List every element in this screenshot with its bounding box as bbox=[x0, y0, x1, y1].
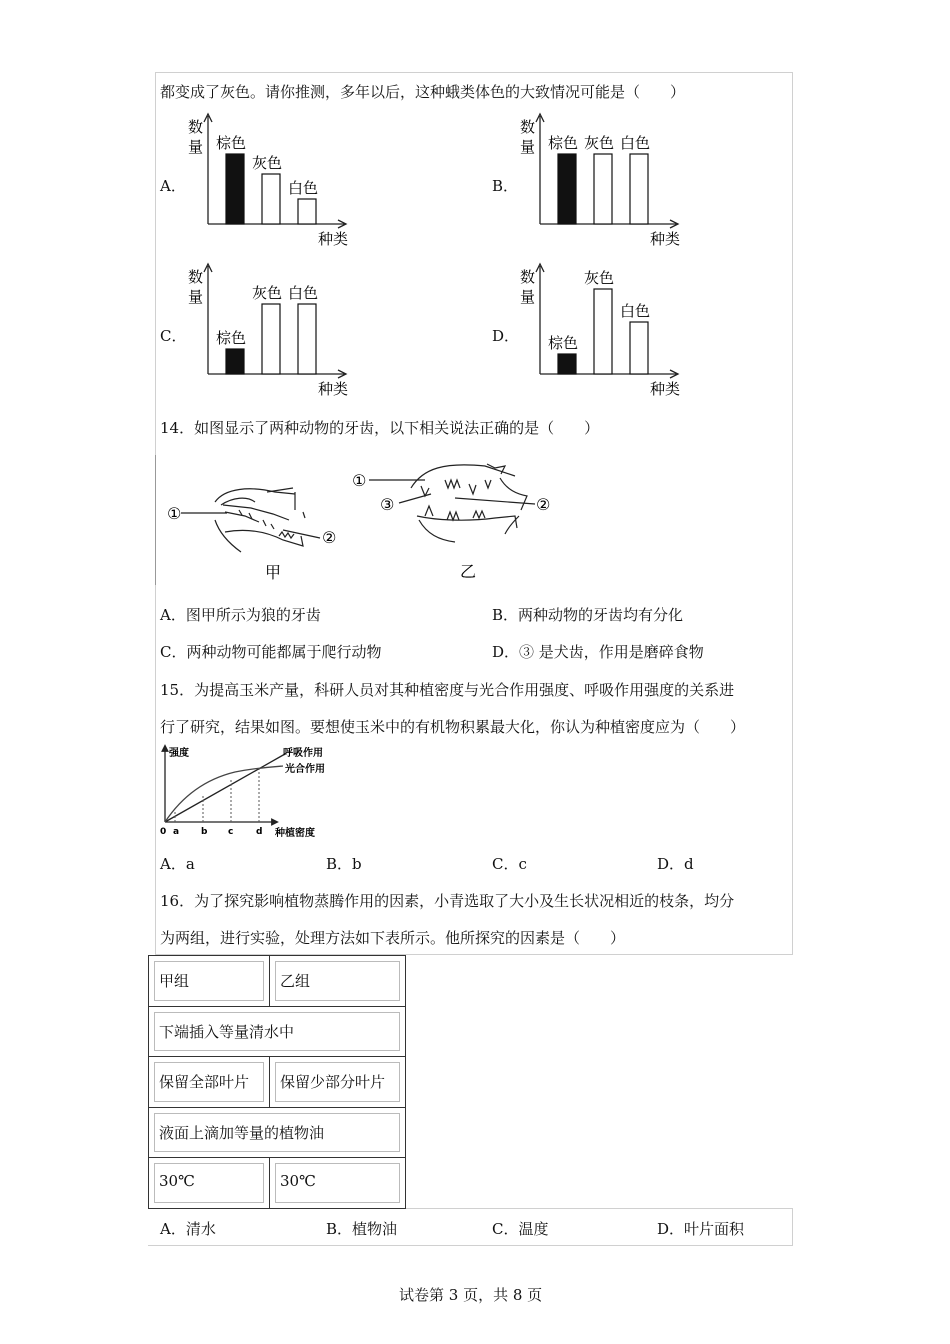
question-15-stem-line2: 行了研究，结果如图。要想使玉米中的有机物积累最大化，你认为种植密度应为（ ） bbox=[160, 718, 746, 736]
header-group-jia: 甲组 bbox=[154, 961, 264, 1001]
question-16-stem-line1: 16．为了探究影响植物蒸腾作用的因素，小青选取了大小及生长状况相近的枝条，均分 bbox=[160, 892, 735, 910]
x-axis-label: 种植密度 bbox=[275, 828, 315, 839]
bar-label: 灰色 bbox=[252, 284, 283, 302]
x-axis-label: 种类 bbox=[318, 380, 349, 398]
bar-label: 棕色 bbox=[548, 334, 579, 352]
row-water: 下端插入等量清水中 bbox=[154, 1012, 400, 1051]
y-axis-label-top: 数 bbox=[188, 118, 204, 136]
tick-c: c bbox=[228, 827, 234, 837]
series-label-photosynthesis: 光合作用 bbox=[285, 764, 325, 775]
question-16-stem-line2: 为两组，进行实验，处理方法如下表所示。他所探究的因素是（ ） bbox=[160, 929, 626, 947]
bar-label: 棕色 bbox=[216, 329, 247, 347]
row-leaves-yi: 保留少部分叶片 bbox=[275, 1062, 400, 1102]
q13-bar-chart-c bbox=[180, 260, 360, 398]
bar-灰色 bbox=[594, 154, 612, 224]
page-footer: 试卷第 3 页，共 8 页 bbox=[399, 1286, 543, 1304]
y-axis-label: 强度 bbox=[169, 748, 189, 759]
q15-option-a[interactable]: A．a bbox=[160, 855, 195, 873]
bar-白色 bbox=[298, 304, 316, 374]
y-axis-label-bottom: 量 bbox=[520, 288, 536, 306]
bar-label: 灰色 bbox=[584, 134, 615, 152]
bar-label: 棕色 bbox=[216, 134, 247, 152]
table-cell bbox=[148, 1056, 270, 1108]
x-axis-label: 种类 bbox=[650, 380, 681, 398]
bar-label: 灰色 bbox=[252, 154, 283, 172]
marker-2-yi: ② bbox=[536, 495, 551, 514]
q13-option-a[interactable]: A． bbox=[160, 177, 186, 195]
q14-option-a[interactable]: A．图甲所示为狼的牙齿 bbox=[160, 606, 321, 624]
bar-灰色 bbox=[262, 174, 280, 224]
bar-label: 白色 bbox=[288, 284, 319, 302]
x-axis-label: 种类 bbox=[318, 230, 349, 248]
q13-option-d[interactable]: D． bbox=[492, 327, 520, 345]
q13-bar-chart-d bbox=[512, 260, 692, 398]
bar-棕色 bbox=[558, 154, 576, 224]
q14-option-c[interactable]: C．两种动物可能都属于爬行动物 bbox=[160, 643, 382, 661]
q16-option-d[interactable]: D．叶片面积 bbox=[657, 1220, 745, 1238]
x-axis-label: 种类 bbox=[650, 230, 681, 248]
photosynthesis-curve bbox=[165, 766, 283, 822]
row-temp-jia: 30℃ bbox=[154, 1163, 264, 1203]
table-cell bbox=[148, 955, 270, 1007]
y-axis-label-bottom: 量 bbox=[188, 288, 204, 306]
tick-b: b bbox=[201, 827, 208, 837]
row-oil: 液面上滴加等量的植物油 bbox=[154, 1113, 400, 1152]
respiration-line bbox=[165, 754, 285, 822]
tick-a: a bbox=[173, 827, 180, 837]
bar-白色 bbox=[630, 154, 648, 224]
q15-option-b[interactable]: B．b bbox=[326, 855, 362, 873]
q16-option-b[interactable]: B．植物油 bbox=[326, 1220, 398, 1238]
q13-option-c[interactable]: C． bbox=[160, 327, 187, 345]
bar-白色 bbox=[630, 322, 648, 374]
bar-灰色 bbox=[594, 289, 612, 374]
y-axis-label-top: 数 bbox=[188, 268, 204, 286]
density-intensity-chart bbox=[155, 742, 345, 842]
bar-棕色 bbox=[226, 349, 244, 374]
q16-option-a[interactable]: A．清水 bbox=[160, 1220, 216, 1238]
q15-option-d[interactable]: D．d bbox=[657, 855, 694, 873]
table-cell bbox=[269, 1056, 406, 1108]
row-leaves-jia: 保留全部叶片 bbox=[154, 1062, 264, 1102]
figure-jia-skull bbox=[215, 488, 305, 552]
figure-jia-label: 甲 bbox=[265, 563, 282, 582]
teeth-figure bbox=[155, 450, 575, 590]
tick-0: 0 bbox=[160, 827, 167, 837]
question-14-stem: 14．如图显示了两种动物的牙齿，以下相关说法正确的是（ ） bbox=[160, 419, 600, 437]
q14-option-b[interactable]: B．两种动物的牙齿均有分化 bbox=[492, 606, 684, 624]
question-15-stem-line1: 15．为提高玉米产量，科研人员对其种植密度与光合作用强度、呼吸作用强度的关系进 bbox=[160, 681, 735, 699]
table-cell bbox=[269, 955, 406, 1007]
bar-label: 白色 bbox=[288, 179, 319, 197]
marker-2-jia: ② bbox=[322, 528, 337, 547]
q13-option-b[interactable]: B． bbox=[492, 177, 519, 195]
row-temp-yi: 30℃ bbox=[275, 1163, 400, 1203]
table-cell bbox=[269, 1157, 406, 1209]
series-label-respiration: 呼吸作用 bbox=[283, 748, 323, 759]
figure-yi-skull bbox=[411, 464, 527, 542]
question-13-stem: 都变成了灰色。请你推测，多年以后，这种蛾类体色的大致情况可能是（ ） bbox=[160, 83, 686, 101]
bar-label: 白色 bbox=[620, 134, 651, 152]
bar-label: 白色 bbox=[620, 302, 651, 320]
q15-option-c[interactable]: C．c bbox=[492, 855, 527, 873]
y-axis-label-bottom: 量 bbox=[188, 138, 204, 156]
table-cell bbox=[148, 1157, 270, 1209]
q13-bar-chart-b bbox=[512, 110, 692, 248]
marker-1-jia: ① bbox=[167, 504, 182, 523]
bar-label: 棕色 bbox=[548, 134, 579, 152]
bar-棕色 bbox=[226, 154, 244, 224]
marker-1-yi: ① bbox=[352, 471, 367, 490]
figure-yi-label: 乙 bbox=[460, 562, 477, 581]
y-axis-label-bottom: 量 bbox=[520, 138, 536, 156]
table-cell bbox=[148, 1006, 406, 1057]
y-axis-label-top: 数 bbox=[520, 268, 536, 286]
bar-白色 bbox=[298, 199, 316, 224]
bar-棕色 bbox=[558, 354, 576, 374]
q16-option-c[interactable]: C．温度 bbox=[492, 1220, 549, 1238]
bar-label: 灰色 bbox=[584, 269, 615, 287]
q14-option-d[interactable]: D．③ 是犬齿，作用是磨碎食物 bbox=[492, 643, 704, 661]
header-group-yi: 乙组 bbox=[275, 961, 400, 1001]
q13-bar-chart-a bbox=[180, 110, 360, 248]
y-axis-label-top: 数 bbox=[520, 118, 536, 136]
bar-灰色 bbox=[262, 304, 280, 374]
table-cell bbox=[148, 1107, 406, 1158]
tick-d: d bbox=[256, 827, 263, 837]
marker-3-yi: ③ bbox=[380, 495, 395, 514]
